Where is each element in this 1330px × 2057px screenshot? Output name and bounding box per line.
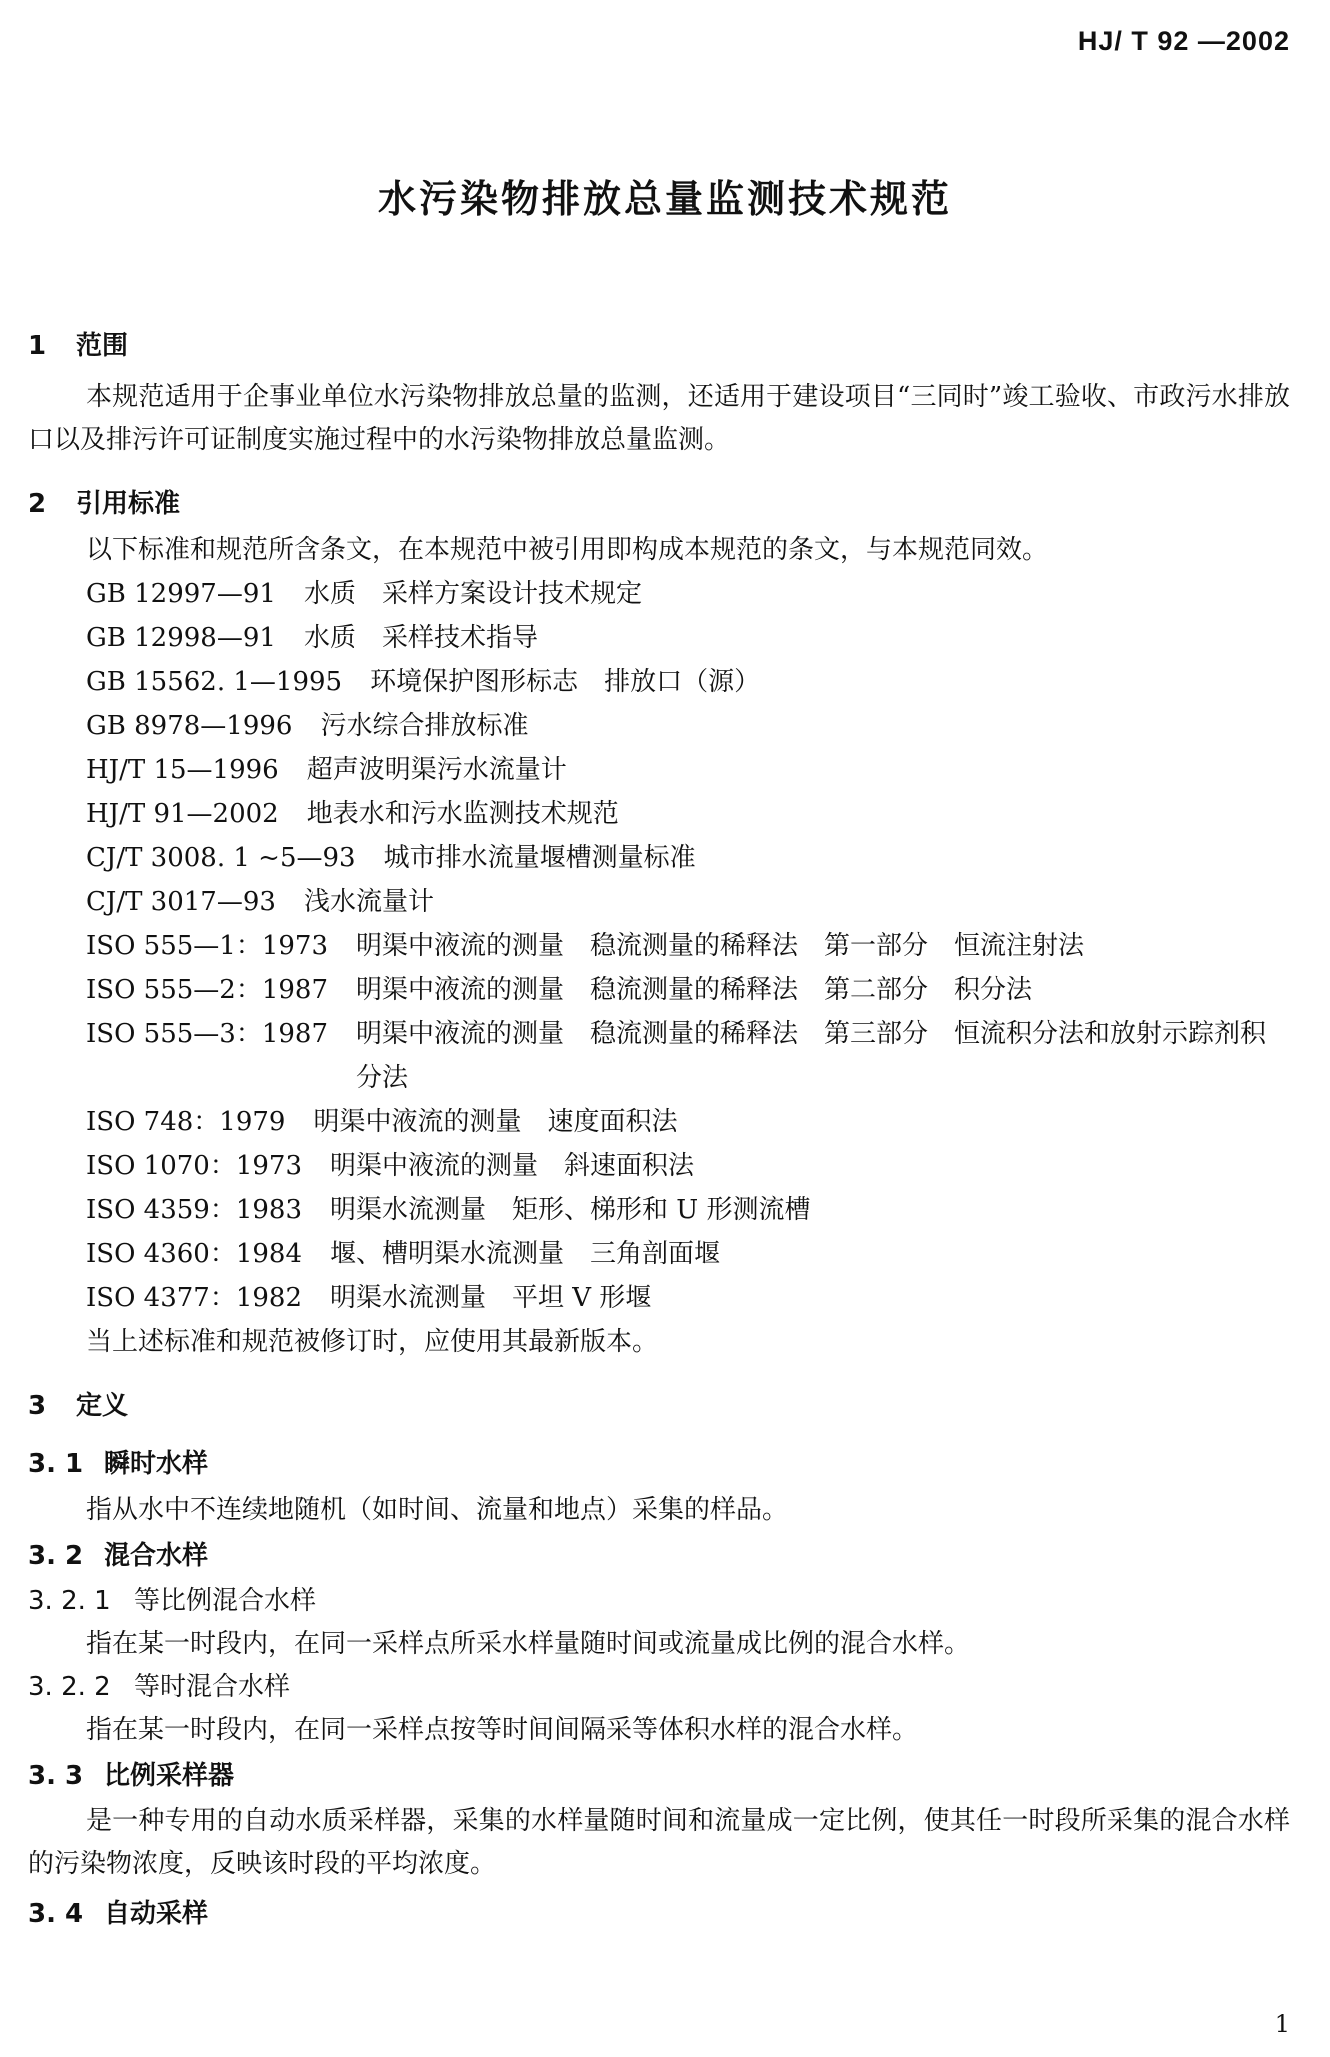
reference-code: ISO 555—2：1987	[86, 975, 328, 1005]
definition-3-3-body: 是一种专用的自动水质采样器，采集的水样量随时间和流量成一定比例，使其任一时段所采集的混合水样的污染物浓度，反映该时段的平均浓度。	[28, 1806, 1290, 1879]
definition-number: 3. 2. 1	[28, 1586, 111, 1616]
reference-code: HJ/T 15—1996	[86, 755, 279, 785]
reference-title: 污水综合排放标准	[320, 711, 529, 741]
definition-number: 3. 2. 2	[28, 1672, 111, 1702]
reference-title: 明渠中液流的测量 斜速面积法	[330, 1151, 695, 1181]
reference-item	[86, 660, 1290, 704]
definition-3-2-2-body: 指在某一时段内，在同一采样点按等时间间隔采等体积水样的混合水样。	[86, 1715, 919, 1745]
reference-title: 明渠中液流的测量 稳流测量的稀释法 第二部分 积分法	[356, 975, 1033, 1005]
reference-title: 水质 采样技术指导	[303, 623, 538, 653]
definition-term: 等时混合水样	[134, 1672, 291, 1702]
section-title: 定义	[76, 1391, 129, 1421]
references-intro: 以下标准和规范所含条文，在本规范中被引用即构成本规范的条文，与本规范同效。	[86, 535, 1049, 565]
section-number: 2	[28, 489, 47, 519]
definition-3-2-1-heading	[28, 1580, 1290, 1622]
reference-item	[86, 1144, 1290, 1188]
reference-item	[86, 704, 1290, 748]
reference-title: 明渠水流测量 矩形、梯形和 U 形测流槽	[330, 1195, 811, 1225]
definition-3-2-2-heading	[28, 1666, 1290, 1708]
references-outro: 当上述标准和规范被修订时，应使用其最新版本。	[86, 1327, 659, 1357]
reference-item	[86, 572, 1290, 616]
reference-code: ISO 4377：1982	[86, 1283, 302, 1313]
reference-item	[86, 616, 1290, 660]
definition-3-1-heading	[28, 1440, 1290, 1488]
definition-term: 比例采样器	[104, 1761, 235, 1791]
reference-title: 明渠水流测量 平坦 V 形堰	[330, 1283, 652, 1313]
reference-item	[86, 880, 1290, 924]
definition-3-1-body: 指从水中不连续地随机（如时间、流量和地点）采集的样品。	[86, 1495, 789, 1525]
definition-number: 3. 1	[28, 1449, 84, 1479]
document-body	[28, 322, 1290, 1938]
definition-3-4-heading	[28, 1890, 1290, 1938]
reference-title: 明渠中液流的测量 稳流测量的稀释法 第一部分 恒流注射法	[356, 931, 1085, 961]
definition-3-2-heading	[28, 1532, 1290, 1580]
reference-list	[28, 572, 1290, 1320]
definition-3-3-heading	[28, 1752, 1290, 1800]
reference-item	[86, 1276, 1290, 1320]
reference-title: 环境保护图形标志 排放口（源）	[370, 667, 761, 697]
reference-code: GB 12997—91	[86, 579, 276, 609]
reference-code: ISO 4359：1983	[86, 1195, 302, 1225]
reference-code: CJ/T 3008. 1 ~5—93	[86, 843, 356, 873]
reference-title: 堰、槽明渠水流测量 三角剖面堰	[330, 1239, 721, 1269]
section-title: 范围	[76, 331, 129, 361]
reference-code: ISO 748：1979	[86, 1107, 286, 1137]
reference-code: GB 12998—91	[86, 623, 276, 653]
reference-code: ISO 4360：1984	[86, 1239, 302, 1269]
reference-title: 浅水流量计	[303, 887, 434, 917]
reference-item	[86, 792, 1290, 836]
reference-code: GB 15562. 1—1995	[86, 667, 343, 697]
section-definitions-heading	[28, 1382, 1290, 1430]
definition-number: 3. 3	[28, 1761, 84, 1791]
definition-number: 3. 2	[28, 1541, 84, 1571]
reference-code: GB 8978—1996	[86, 711, 293, 741]
reference-item	[86, 1100, 1290, 1144]
definition-number: 3. 4	[28, 1899, 84, 1929]
reference-code: CJ/T 3017—93	[86, 887, 276, 917]
document-title: 水污染物排放总量监测技术规范	[377, 177, 952, 221]
reference-title: 超声波明渠污水流量计	[306, 755, 567, 785]
section-title: 引用标准	[76, 489, 181, 519]
section-references-heading	[28, 480, 1290, 528]
reference-item	[86, 1232, 1290, 1276]
standard-code: HJ/ T 92 —2002	[1077, 26, 1290, 56]
reference-item	[86, 968, 1290, 1012]
section-number: 1	[28, 331, 47, 361]
section-scope-heading	[28, 322, 1290, 370]
reference-title: 城市排水流量堰槽测量标准	[383, 843, 696, 873]
reference-title: 地表水和污水监测技术规范	[306, 799, 619, 829]
reference-item	[86, 1012, 1290, 1100]
reference-title: 明渠中液流的测量 速度面积法	[313, 1107, 678, 1137]
definition-term: 瞬时水样	[104, 1449, 209, 1479]
reference-code: ISO 1070：1973	[86, 1151, 302, 1181]
reference-item	[86, 748, 1290, 792]
definition-term: 等比例混合水样	[134, 1586, 317, 1616]
section-number: 3	[28, 1391, 47, 1421]
reference-item	[86, 1188, 1290, 1232]
reference-item	[86, 836, 1290, 880]
reference-code: ISO 555—3：1987	[86, 1019, 328, 1049]
reference-code: HJ/T 91—2002	[86, 799, 279, 829]
definition-term: 自动采样	[104, 1899, 209, 1929]
reference-title: 明渠中液流的测量 稳流测量的稀释法 第三部分 恒流积分法和放射示踪剂积分法	[356, 1019, 1267, 1093]
reference-title: 水质 采样方案设计技术规定	[303, 579, 642, 609]
page-number: 1	[1274, 2010, 1290, 2038]
definition-3-2-1-body: 指在某一时段内，在同一采样点所采水样量随时间或流量成比例的混合水样。	[86, 1629, 971, 1659]
reference-item	[86, 924, 1290, 968]
scope-paragraph: 本规范适用于企事业单位水污染物排放总量的监测，还适用于建设项目“三同时”竣工验收、市政污水排放口以及排污许可证制度实施过程中的水污染物排放总量监测。	[28, 382, 1290, 455]
definition-term: 混合水样	[104, 1541, 209, 1571]
reference-code: ISO 555—1：1973	[86, 931, 328, 961]
